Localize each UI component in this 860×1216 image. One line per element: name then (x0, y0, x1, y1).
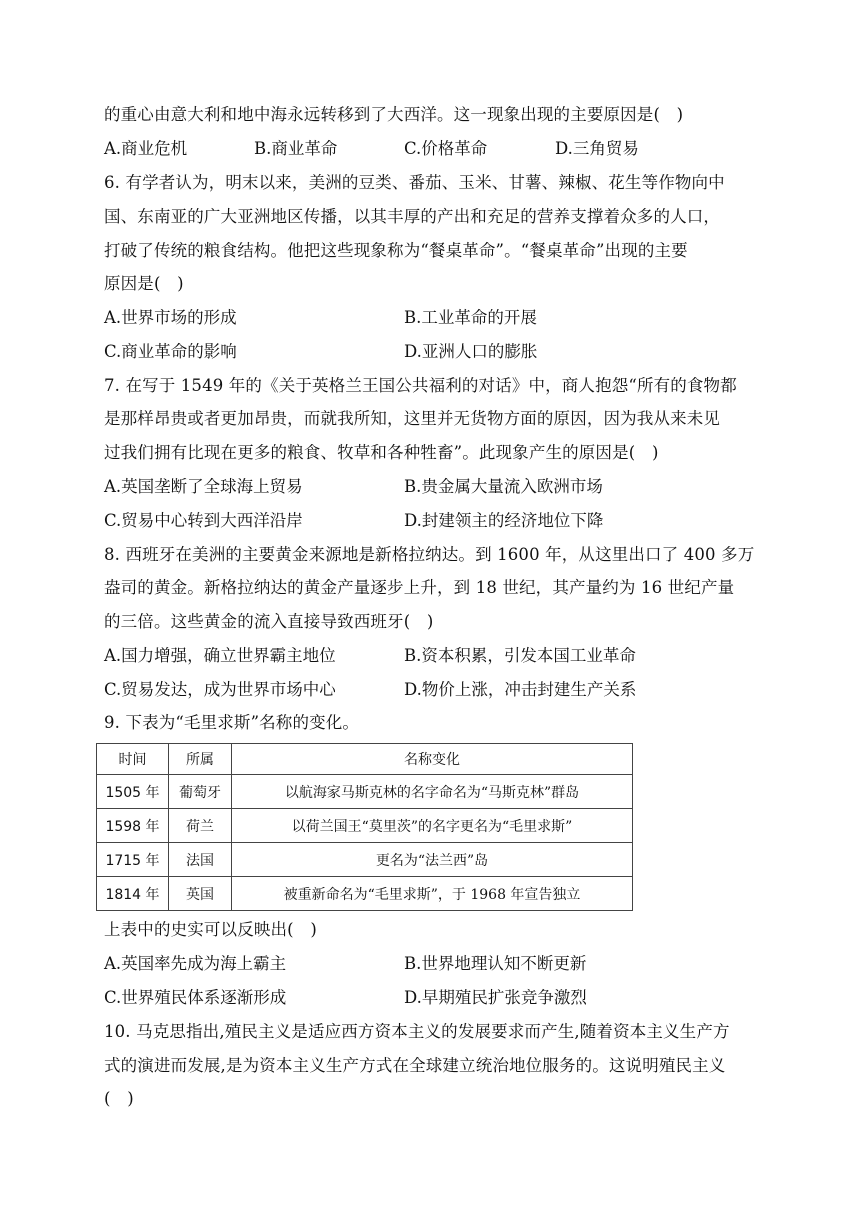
q8-stem-line-3: 的三倍。这些黄金的流入直接导致西班牙( ) (104, 612, 434, 631)
table-cell: 更名为“法兰西”岛 (232, 843, 633, 877)
q7-option-d: D.封建领主的经济地位下降 (404, 511, 604, 530)
table-header-cell: 所属 (169, 744, 232, 775)
table-cell: 1715 年 (97, 843, 169, 877)
q6-option-a: A.世界市场的形成 (104, 308, 237, 327)
q6-stem-line-4: 原因是( ) (104, 274, 184, 293)
table-cell: 1505 年 (97, 775, 169, 809)
table-cell: 法国 (169, 843, 232, 877)
table-cell: 荷兰 (169, 809, 232, 843)
q5-stem-line: 的重心由意大利和地中海永远转移到了大西洋。这一现象出现的主要原因是( ) (104, 105, 684, 124)
name-change-table (96, 743, 633, 911)
q7-stem-line-2: 是那样昂贵或者更加昂贵，而就我所知，这里并无货物方面的原因，因为我从来未见 (104, 409, 721, 428)
q9-option-c: C.世界殖民体系逐渐形成 (104, 988, 287, 1007)
q6-stem-line-2: 国、东南亚的广大亚洲地区传播，以其丰厚的产出和充足的营养支撑着众多的人口， (104, 207, 721, 226)
table-row (97, 809, 633, 843)
q6-option-c: C.商业革命的影响 (104, 342, 237, 361)
q5-option-c: C.价格革命 (404, 139, 488, 158)
q5-option-a: A.商业危机 (104, 139, 188, 158)
q8-option-a: A.国力增强，确立世界霸主地位 (104, 646, 336, 665)
table-cell: 以航海家马斯克林的名字命名为“马斯克林”群岛 (232, 775, 633, 809)
q8-option-c: C.贸易发达，成为世界市场中心 (104, 680, 336, 699)
q6-option-b: B.工业革命的开展 (404, 308, 537, 327)
table-row (97, 877, 633, 911)
q10-stem-line-2: 式的演进而发展,是为资本主义生产方式在全球建立统治地位服务的。这说明殖民主义 (104, 1056, 726, 1075)
table-cell: 英国 (169, 877, 232, 911)
table-cell: 被重新命名为“毛里求斯”，于 1968 年宣告独立 (232, 877, 633, 911)
q6-stem-line-3: 打破了传统的粮食结构。他把这些现象称为“餐桌革命”。“餐桌革命”出现的主要 (104, 241, 688, 260)
table-header-cell: 名称变化 (232, 744, 633, 775)
q8-option-b: B.资本积累，引发本国工业革命 (404, 646, 636, 665)
table-row (97, 843, 633, 877)
q6-stem-line-1: 6. 有学者认为，明末以来，美洲的豆类、番茄、玉米、甘薯、辣椒、花生等作物向中 (104, 173, 725, 192)
q9-stem-line: 9. 下表为“毛里求斯”名称的变化。 (104, 713, 360, 732)
q6-option-d: D.亚洲人口的膨胀 (404, 342, 538, 361)
table-cell: 1814 年 (97, 877, 169, 911)
q7-option-a: A.英国垄断了全球海上贸易 (104, 477, 303, 496)
q7-stem-line-1: 7. 在写于 1549 年的《关于英格兰王国公共福利的对话》中，商人抱怨“所有的食物都 (104, 376, 737, 395)
q5-option-b: B.商业革命 (254, 139, 338, 158)
table-cell: 以荷兰国王“莫里茨”的名字更名为“毛里求斯” (232, 809, 633, 843)
q9-option-a: A.英国率先成为海上霸主 (104, 954, 287, 973)
q10-stem-line-1: 10. 马克思指出,殖民主义是适应西方资本主义的发展要求而产生,随着资本主义生产方 (104, 1022, 730, 1041)
q8-stem-line-2: 盎司的黄金。新格拉纳达的黄金产量逐步上升，到 18 世纪，其产量约为 16 世纪产量 (104, 578, 735, 597)
table-cell: 1598 年 (97, 809, 169, 843)
q8-stem-line-1: 8. 西班牙在美洲的主要黄金来源地是新格拉纳达。到 1600 年，从这里出口了 400 多万 (104, 545, 755, 564)
q8-option-d: D.物价上涨，冲击封建生产关系 (404, 680, 637, 699)
q7-option-c: C.贸易中心转到大西洋沿岸 (104, 511, 303, 530)
q7-option-b: B.贵金属大量流入欧洲市场 (404, 477, 603, 496)
q5-option-d: D.三角贸易 (555, 139, 639, 158)
q9-option-d: D.早期殖民扩张竞争激烈 (404, 988, 587, 1007)
q7-stem-line-3: 过我们拥有比现在更多的粮食、牧草和各种牲畜”。此现象产生的原因是( ) (104, 443, 659, 462)
table-header-cell: 时间 (97, 744, 169, 775)
table-cell: 葡萄牙 (169, 775, 232, 809)
table-row (97, 775, 633, 809)
q9-option-b: B.世界地理认知不断更新 (404, 954, 587, 973)
q10-stem-line-3: ( ) (104, 1089, 134, 1108)
q9-question-line: 上表中的史实可以反映出( ) (104, 920, 317, 939)
table-header-row (97, 744, 633, 775)
